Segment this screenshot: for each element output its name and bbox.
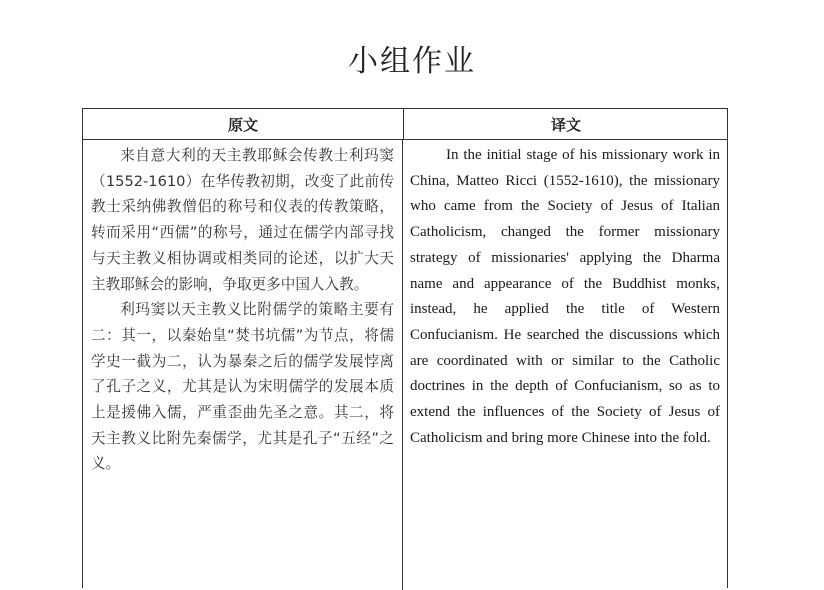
source-paragraph: 利玛窦以天主教义比附儒学的策略主要有二：其一，以秦始皇“焚书坑儒”为节点，将儒学史一截为二，认为暴秦之后的儒学发展悖离了孔子之义，尤其是认为宋明儒学的发展本质上是援佛入儒，严重歪曲先圣之意。其二，将天主教义比附先秦儒学，尤其是孔子“五经”之义。 xyxy=(91,301,394,473)
source-paragraph: 来自意大利的天主教耶稣会传教士利玛窦（1552-1610）在华传教初期，改变了此前传教士采纳佛教僧侣的称号和仪表的传教策略，转而采用“西儒”的称号，通过在儒学内部寻找与天主教义相协调或相类同的论述，以扩大天主教耶稣会的影响，争取更多中国人入教。 xyxy=(91,147,394,293)
table-header-row xyxy=(83,109,727,140)
translation-paragraph: In the initial stage of his missionary work in China, Matteo Ricci (1552-1610), the missionary who came from the Society of Jesus of Italian Catholicism, changed the former missionary strategy of missionaries' applying the Dharma name and appearance of the Buddhist monks, instead, he applied the title of Western Confucianism. He searched the discussions which are coordinated with or similar to the Catholic doctrines in the depth of Confucianism, so as to extend the influences of the Society of Jesus of Catholicism and bring more Chinese into the fold. xyxy=(410,147,720,446)
translation-table xyxy=(82,108,728,588)
translation-column-header: 译文 xyxy=(550,115,581,134)
source-text-cell xyxy=(83,140,403,590)
table-body-row xyxy=(83,140,727,590)
page-title: 小组作业 xyxy=(348,44,476,79)
translation-text-cell xyxy=(403,140,727,590)
source-column-header: 原文 xyxy=(83,109,404,139)
